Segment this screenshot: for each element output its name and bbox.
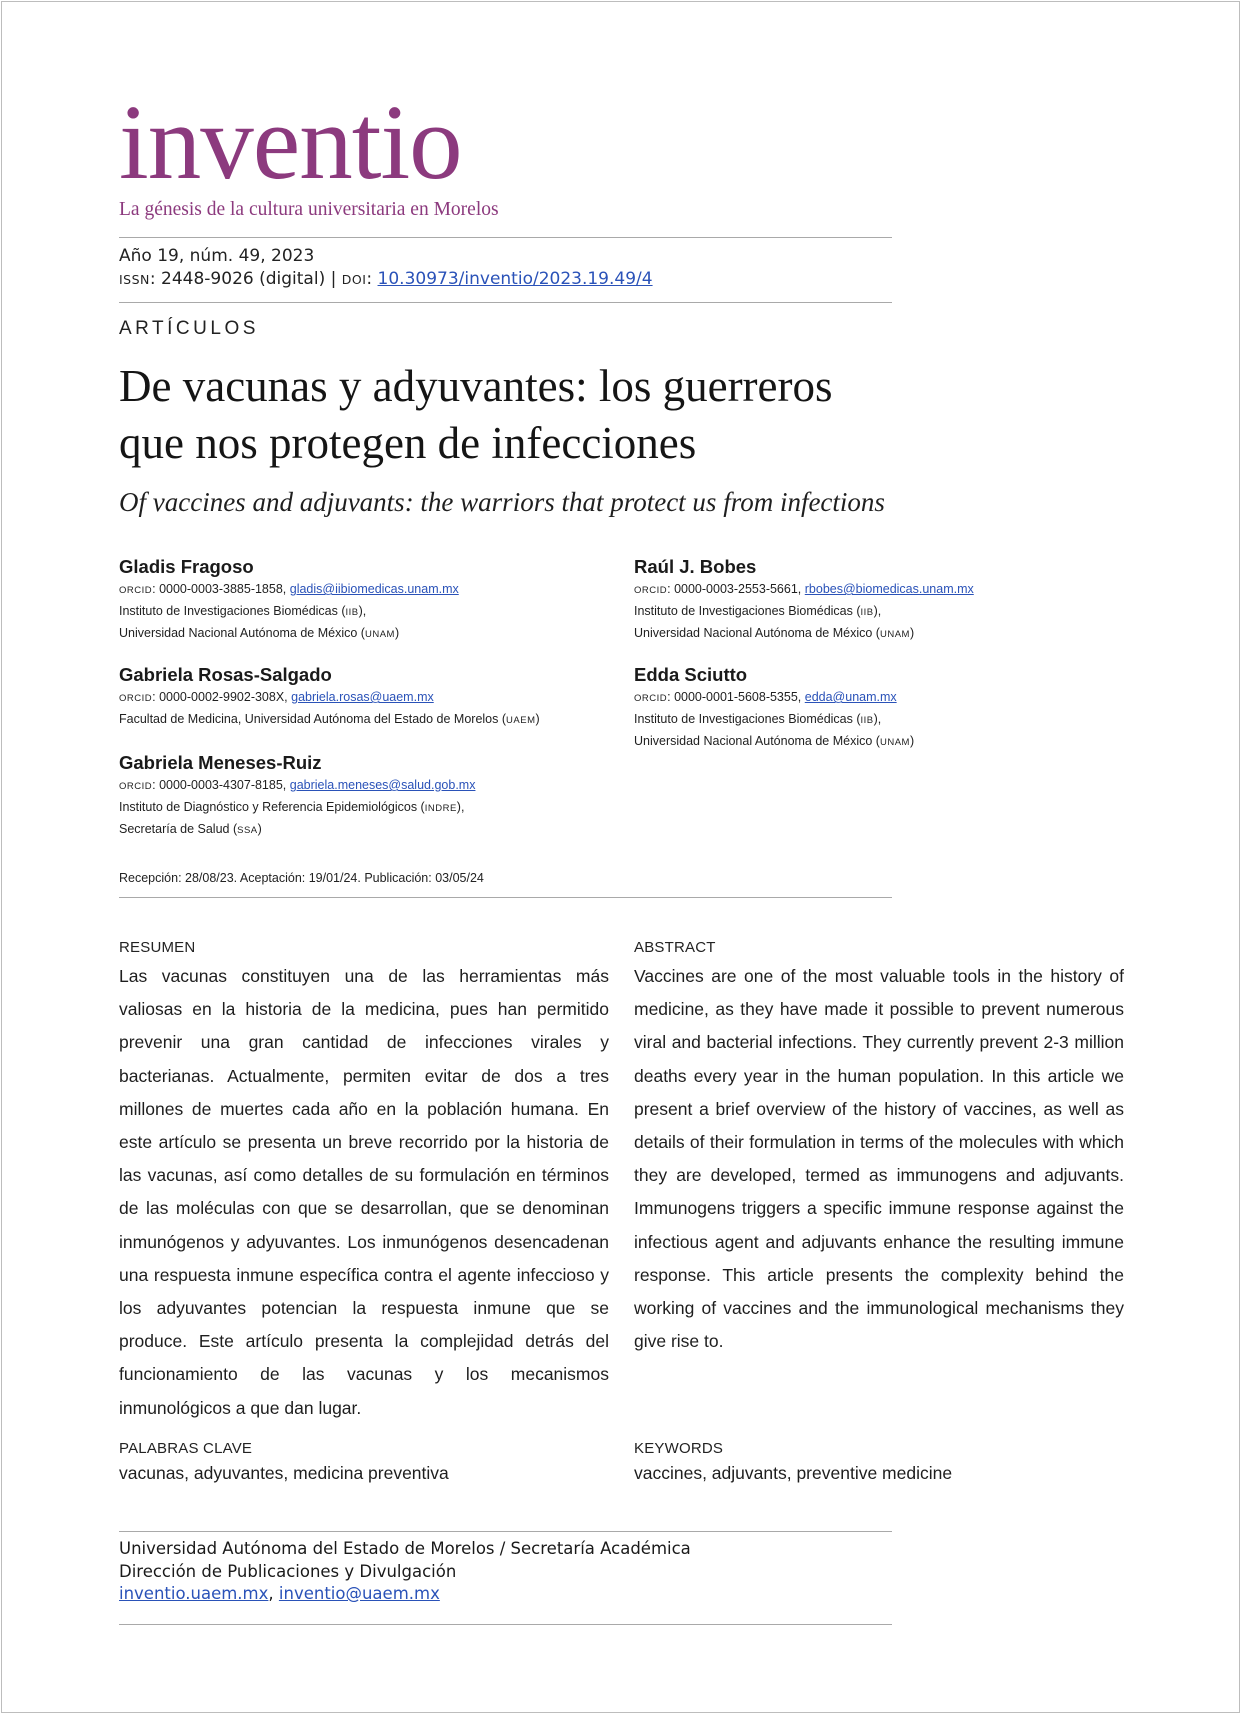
author-affiliation xyxy=(634,709,1134,731)
website-link[interactable]: inventio.uaem.mx xyxy=(119,1584,269,1603)
palabras-clave-heading: PALABRAS CLAVE xyxy=(119,1440,253,1457)
author-affiliation xyxy=(119,819,619,841)
affiliation-abbr: IIB xyxy=(860,607,874,618)
article-subtitle: Of vaccines and adjuvants: the warriors that protect us from infections xyxy=(119,487,885,517)
issn-label: ISSN xyxy=(119,272,150,287)
affiliation-abbr: IIB xyxy=(345,607,359,618)
orcid-label: ORCID xyxy=(119,781,153,792)
author-block xyxy=(119,555,619,645)
orcid-value: : 0000-0001-5608-5355, xyxy=(667,690,805,704)
divider xyxy=(119,1531,892,1532)
affiliation-text: Universidad Nacional Autónoma de México ( xyxy=(119,626,365,640)
email-link[interactable]: inventio@uaem.mx xyxy=(278,1584,440,1603)
author-affiliation xyxy=(634,731,1134,753)
affiliation-abbr: SSA xyxy=(237,825,258,836)
affiliation-abbr: UAEM xyxy=(506,715,536,726)
author-affiliation xyxy=(119,623,619,645)
author-name: Edda Sciutto xyxy=(634,664,748,685)
publication-dates: Recepción: 28/08/23. Aceptación: 19/01/24. Publicación: 03/05/24 xyxy=(119,871,484,885)
orcid-value: : 0000-0003-4307-8185, xyxy=(152,778,290,792)
issue-line: Año 19, núm. 49, 2023 xyxy=(119,246,315,266)
publisher-footer xyxy=(119,1538,691,1606)
divider xyxy=(119,897,892,898)
affiliation-end: ) xyxy=(535,712,540,726)
footer-separator: , xyxy=(268,1584,279,1603)
affiliation-text: Universidad Nacional Autónoma de México ( xyxy=(634,626,880,640)
author-orcid xyxy=(119,579,619,601)
divider xyxy=(119,1624,892,1625)
affiliation-text: Instituto de Investigaciones Biomédicas ( xyxy=(634,712,861,726)
affiliation-abbr: IIB xyxy=(860,715,874,726)
orcid-label: ORCID xyxy=(634,693,668,704)
issn-doi-line xyxy=(119,268,653,291)
orcid-label: ORCID xyxy=(119,585,153,596)
author-email-link[interactable]: gladis@iibiomedicas.unam.mx xyxy=(289,582,459,596)
author-orcid xyxy=(119,687,619,709)
footer-line: Universidad Autónoma del Estado de Morelos / Secretaría Académica xyxy=(119,1539,691,1558)
author-orcid xyxy=(119,775,619,797)
author-name: Gabriela Meneses-Ruiz xyxy=(119,752,322,773)
doi-colon: : xyxy=(366,269,378,289)
author-name: Raúl J. Bobes xyxy=(634,556,757,577)
orcid-value: : 0000-0002-9902-308X, xyxy=(152,690,292,704)
affiliation-end: ) xyxy=(394,626,400,640)
affiliation-text: Universidad Nacional Autónoma de México ( xyxy=(634,734,880,748)
affiliation-text: Instituto de Investigaciones Biomédicas ( xyxy=(634,604,861,618)
abstract-text: Vaccines are one of the most valuable tools in the history of medicine, as they have made it possible to prevent numerous viral and bacterial infections. They currently prevent 2-3 million deaths every year in the human population. In this article we present a brief overview of the history of vaccines, as well as details of their formulation in terms of the molecules with which they are developed, termed as immunogens and adjuvants. Immunogens triggers a specific immune response against the infectious agent and adjuvants enhance the resulting immune response. This article presents the complexity behind the working of vaccines and the immunological mechanisms they give rise to. xyxy=(634,966,1124,1352)
title-line: que nos protegen de infecciones xyxy=(119,418,697,468)
affiliation-text: Facultad de Medicina, Universidad Autónoma del Estado de Morelos ( xyxy=(119,712,507,726)
palabras-clave-section xyxy=(119,1440,609,1484)
affiliation-abbr: INDRE xyxy=(424,803,457,814)
divider xyxy=(119,302,892,303)
orcid-value: : 0000-0003-3885-1858, xyxy=(152,582,290,596)
affiliation-text: Secretaría de Salud ( xyxy=(119,822,238,836)
keywords-heading: KEYWORDS xyxy=(634,1440,724,1457)
logo-wordmark: inventio xyxy=(119,84,462,202)
author-affiliation xyxy=(119,709,619,731)
author-name: Gabriela Rosas-Salgado xyxy=(119,664,332,685)
author-email-link[interactable]: gabriela.rosas@uaem.mx xyxy=(291,690,434,704)
journal-logo xyxy=(119,84,499,221)
affiliation-text: Instituto de Diagnóstico y Referencia Epidemiológicos ( xyxy=(119,800,425,814)
section-label: ARTÍCULOS xyxy=(119,318,259,339)
author-block xyxy=(634,555,1134,645)
affiliation-end: ), xyxy=(873,604,882,618)
abstract-heading: ABSTRACT xyxy=(634,939,716,956)
footer-links xyxy=(119,1583,691,1606)
author-affiliation xyxy=(119,797,619,819)
author-affiliation xyxy=(119,601,619,623)
author-name: Gladis Fragoso xyxy=(119,556,254,577)
abstract-section xyxy=(634,939,1124,1358)
author-orcid xyxy=(634,687,1134,709)
doi-label: DOI xyxy=(341,272,367,287)
resumen-section xyxy=(119,939,609,1425)
affiliation-abbr: UNAM xyxy=(879,737,910,748)
keywords-section xyxy=(634,1440,1124,1484)
author-block xyxy=(119,663,619,731)
resumen-heading: RESUMEN xyxy=(119,939,196,956)
author-orcid xyxy=(634,579,1134,601)
affiliation-end: ), xyxy=(456,800,465,814)
affiliation-end: ) xyxy=(909,626,915,640)
orcid-label: ORCID xyxy=(119,693,153,704)
affiliation-abbr: UNAM xyxy=(364,629,395,640)
resumen-text: Las vacunas constituyen una de las herramientas más valiosas en la historia de la medicina, pues han permitido prevenir una gran cantidad de infecciones virales y bacterianas. Actualmente, permiten evitar de dos a tres millones de muertes cada año en la población humana. En este artículo se presenta un breve recorrido por la historia de las vacunas, así como detalles de su formulación en términos de las moléculas con que se desarrollan, que se denominan inmunógenos y adyuvantes. Los inmunógenos desencadenan una respuesta inmune específica contra el agente infeccioso y los adyuvantes potencian la respuesta inmune que se produce. Este artículo presenta la complejidad detrás del funcionamiento de las vacunas y los mecanismos inmunológicos a que dan lugar. xyxy=(119,966,609,1418)
keywords-text: vaccines, adjuvants, preventive medicine xyxy=(634,1463,953,1483)
divider xyxy=(119,237,892,238)
title-line: De vacunas y adyuvantes: los guerreros xyxy=(119,361,833,411)
author-affiliation xyxy=(634,601,1134,623)
palabras-clave-text: vacunas, adyuvantes, medicina preventiva xyxy=(119,1463,449,1483)
author-block xyxy=(119,751,619,841)
article-title xyxy=(119,358,1019,472)
affiliation-end: ) xyxy=(909,734,915,748)
doi-link[interactable]: 10.30973/inventio/2023.19.49/4 xyxy=(377,269,653,289)
author-email-link[interactable]: edda@unam.mx xyxy=(804,690,897,704)
orcid-value: : 0000-0003-2553-5661, xyxy=(667,582,805,596)
orcid-label: ORCID xyxy=(634,585,668,596)
issue-meta xyxy=(119,245,653,291)
affiliation-end: ), xyxy=(358,604,367,618)
logo-tagline: La génesis de la cultura universitaria en Morelos xyxy=(119,199,499,220)
issn-value: : 2448-9026 (digital) | xyxy=(149,269,342,289)
footer-line: Dirección de Publicaciones y Divulgación xyxy=(119,1561,457,1581)
affiliation-text: Instituto de Investigaciones Biomédicas ( xyxy=(119,604,346,618)
author-block xyxy=(634,663,1134,753)
affiliation-end: ) xyxy=(257,822,262,836)
affiliation-end: ), xyxy=(873,712,882,726)
author-email-link[interactable]: gabriela.meneses@salud.gob.mx xyxy=(289,778,476,792)
author-affiliation xyxy=(634,623,1134,645)
author-email-link[interactable]: rbobes@biomedicas.unam.mx xyxy=(804,582,974,596)
affiliation-abbr: UNAM xyxy=(879,629,910,640)
